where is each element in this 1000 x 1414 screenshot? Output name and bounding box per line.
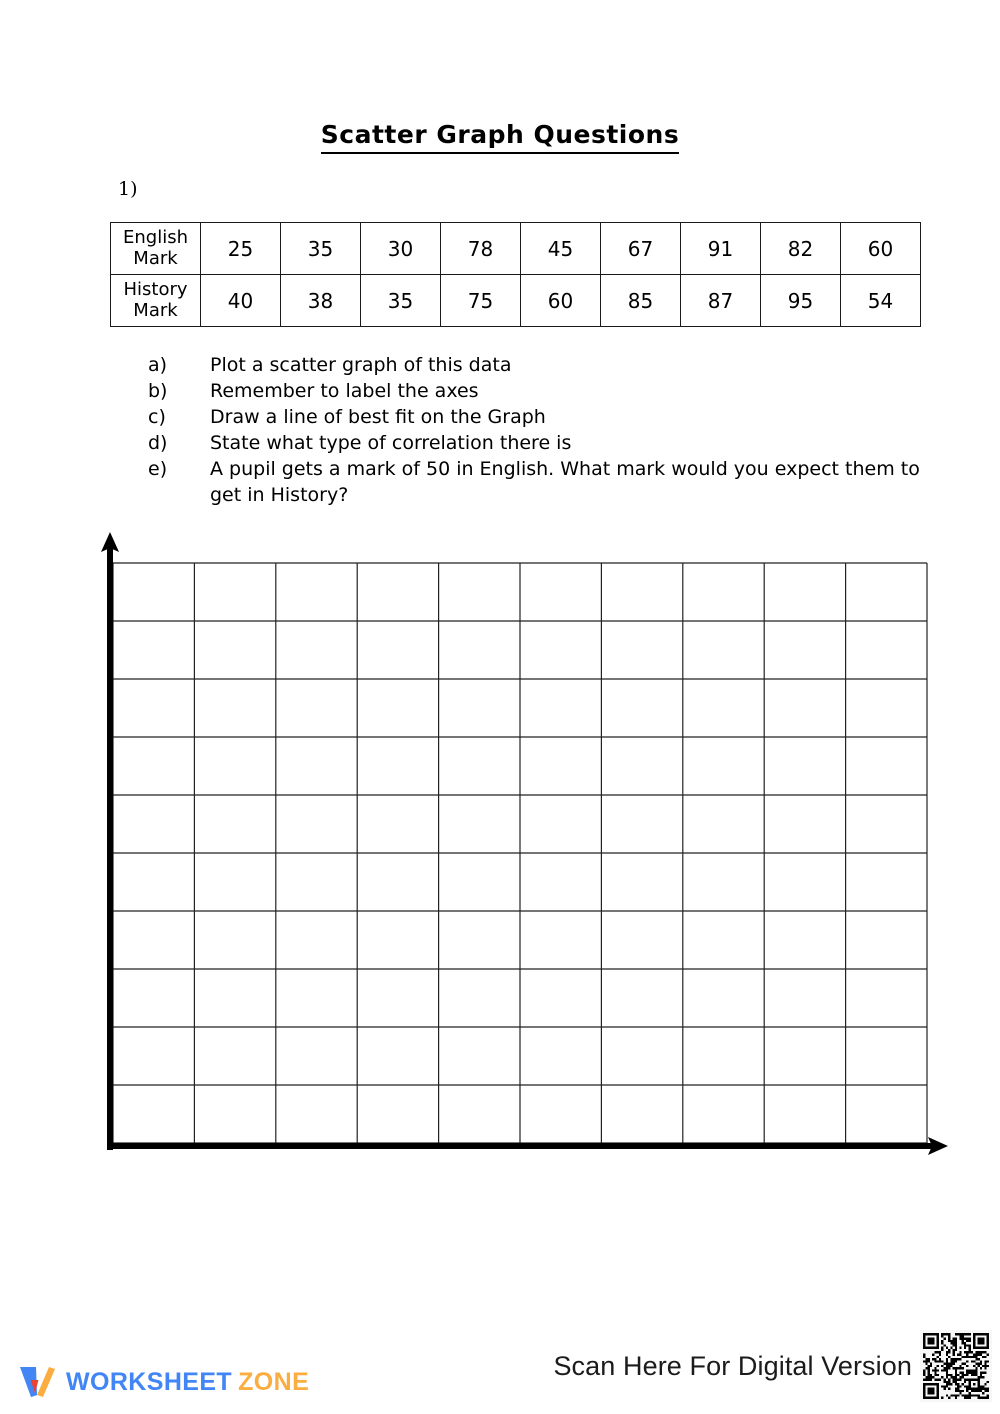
table-row <box>111 223 921 275</box>
cell-history-3: 35 <box>361 275 441 327</box>
task-marker-e: e) <box>148 458 168 480</box>
cell-history-4: 75 <box>441 275 521 327</box>
cell-history-9: 54 <box>841 275 921 327</box>
row-header-history-line2: Mark <box>133 299 178 321</box>
page-title-text: Scatter Graph Questions <box>321 120 679 154</box>
data-table-container <box>110 222 921 327</box>
task-marker-d: d) <box>148 432 168 454</box>
task-marker-b: b) <box>148 380 168 402</box>
cell-history-2: 38 <box>281 275 361 327</box>
task-item-a <box>148 352 938 378</box>
cell-history-6: 85 <box>601 275 681 327</box>
marks-data-table <box>110 222 921 327</box>
graph-svg <box>90 530 970 1160</box>
row-header-english-line1: English <box>123 227 188 249</box>
cell-history-5: 60 <box>521 275 601 327</box>
task-item-d <box>148 430 938 456</box>
blank-scatter-graph <box>90 530 970 1160</box>
task-marker-a: a) <box>148 354 168 376</box>
worksheet-zone-mark-icon <box>16 1364 56 1400</box>
page-footer <box>0 1324 1000 1414</box>
worksheet-zone-logo[interactable] <box>16 1364 309 1400</box>
qr-code-icon[interactable] <box>920 1330 992 1402</box>
cell-history-7: 87 <box>681 275 761 327</box>
task-list <box>148 352 938 508</box>
cell-history-1: 40 <box>201 275 281 327</box>
task-text-a: Plot a scatter graph of this data <box>210 354 512 376</box>
task-item-c <box>148 404 938 430</box>
cell-english-7: 91 <box>681 223 761 275</box>
row-header-history <box>111 275 201 327</box>
task-text-c: Draw a line of best fit on the Graph <box>210 406 546 428</box>
logo-wordmark <box>66 1367 310 1396</box>
cell-english-2: 35 <box>281 223 361 275</box>
logo-word-worksheet: WORKSHEET <box>66 1367 233 1396</box>
cell-english-5: 45 <box>521 223 601 275</box>
logo-word-zone: ZONE <box>238 1367 310 1396</box>
task-item-b <box>148 378 938 404</box>
scan-for-digital-version[interactable] <box>553 1330 992 1402</box>
cell-english-3: 30 <box>361 223 441 275</box>
task-text-b: Remember to label the axes <box>210 380 479 402</box>
cell-english-6: 67 <box>601 223 681 275</box>
cell-english-9: 60 <box>841 223 921 275</box>
task-text-e: A pupil gets a mark of 50 in English. What mark would you expect them to get in History? <box>210 458 920 506</box>
x-axis <box>107 1137 948 1155</box>
row-header-english-line2: Mark <box>133 247 178 269</box>
cell-english-4: 78 <box>441 223 521 275</box>
y-axis <box>101 532 119 1150</box>
row-header-history-line1: History <box>123 279 188 301</box>
task-marker-c: c) <box>148 406 166 428</box>
graph-gridlines <box>113 563 927 1143</box>
page-title <box>0 120 1000 149</box>
cell-english-8: 82 <box>761 223 841 275</box>
scan-label: Scan Here For Digital Version <box>553 1350 912 1381</box>
task-text-d: State what type of correlation there is <box>210 432 572 454</box>
question-number: 1) <box>118 178 138 200</box>
task-item-e <box>148 456 938 508</box>
cell-english-1: 25 <box>201 223 281 275</box>
cell-history-8: 95 <box>761 275 841 327</box>
row-header-english <box>111 223 201 275</box>
table-row <box>111 275 921 327</box>
